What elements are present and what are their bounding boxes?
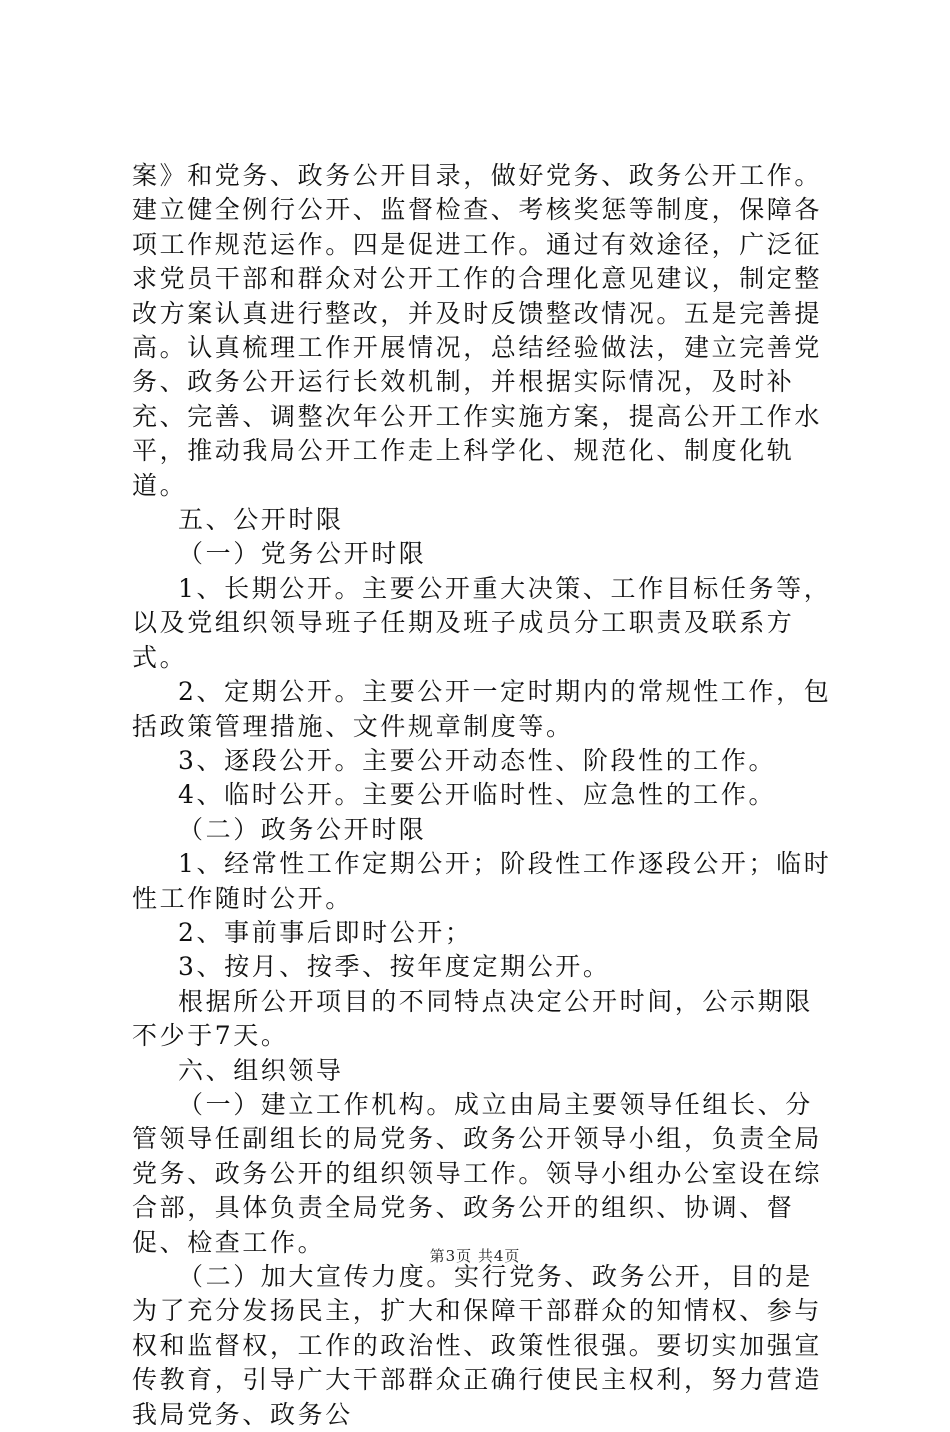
- paragraph-periodic: 2、定期公开。主要公开一定时期内的常规性工作，包括政策管理措施、文件规章制度等。: [132, 677, 832, 741]
- paragraph-stage: 3、逐段公开。主要公开动态性、阶段性的工作。: [178, 745, 777, 775]
- section-heading-organization: 六、组织领导: [178, 1055, 344, 1085]
- document-body: [132, 159, 832, 1432]
- paragraph-establish-mechanism: （一）建立工作机构。成立由局主要领导任组长、分管领导任副组长的局党务、政务公开领导小组，负责全局党务、政务公开的组织领导工作。领导小组办公室设在综合部，具体负责全局党务、政务公开的组织、协调、督促、检查工作。: [132, 1089, 823, 1257]
- paragraph-long-term: 1、长期公开。主要公开重大决策、工作目标任务等，以及党组织领导班子任期及班子成员分工职责及联系方式。: [132, 573, 832, 672]
- subsection-heading-government-affairs: （二）政务公开时限: [178, 814, 427, 844]
- page-number-footer: 第3页 共4页: [429, 1247, 521, 1265]
- paragraph-monthly: 3、按月、按季、按年度定期公开。: [178, 952, 611, 982]
- paragraph-continuation: 案》和党务、政务公开目录，做好党务、政务公开工作。建立健全例行公开、监督检查、考核奖惩等制度，保障各项工作规范运作。四是促进工作。通过有效途径，广泛征求党员干部和群众对公开工作的合理化意见建议，制定整改方案认真进行整改，并及时反馈整改情况。五是完善提高。认真梳理工作开展情况，总结经验做法，建立完善党务、政务公开运行长效机制，并根据实际情况，及时补充、完善、调整次年公开工作实施方案，提高公开工作水平，推动我局公开工作走上科学化、规范化、制度化轨道。: [132, 161, 823, 500]
- paragraph-before-after: 2、事前事后即时公开；: [178, 917, 473, 947]
- paragraph-temporary: 4、临时公开。主要公开临时性、应急性的工作。: [178, 780, 777, 810]
- paragraph-publicity: （二）加大宣传力度。实行党务、政务公开，目的是为了充分发扬民主，扩大和保障干部群众的知情权、参与权和监督权，工作的政治性、政策性很强。要切实加强宣传教育，引导广大干部群众正确行使民主权利，努力营造我局党务、政务公: [132, 1262, 823, 1429]
- subsection-heading-party-affairs: （一）党务公开时限: [178, 539, 427, 569]
- section-heading-time-limits: 五、公开时限: [178, 505, 344, 535]
- paragraph-regular-work: 1、经常性工作定期公开；阶段性工作逐段公开；临时性工作随时公开。: [132, 849, 832, 913]
- paragraph-notice-period: 根据所公开项目的不同特点决定公开时间，公示期限不少于7天。: [132, 986, 813, 1051]
